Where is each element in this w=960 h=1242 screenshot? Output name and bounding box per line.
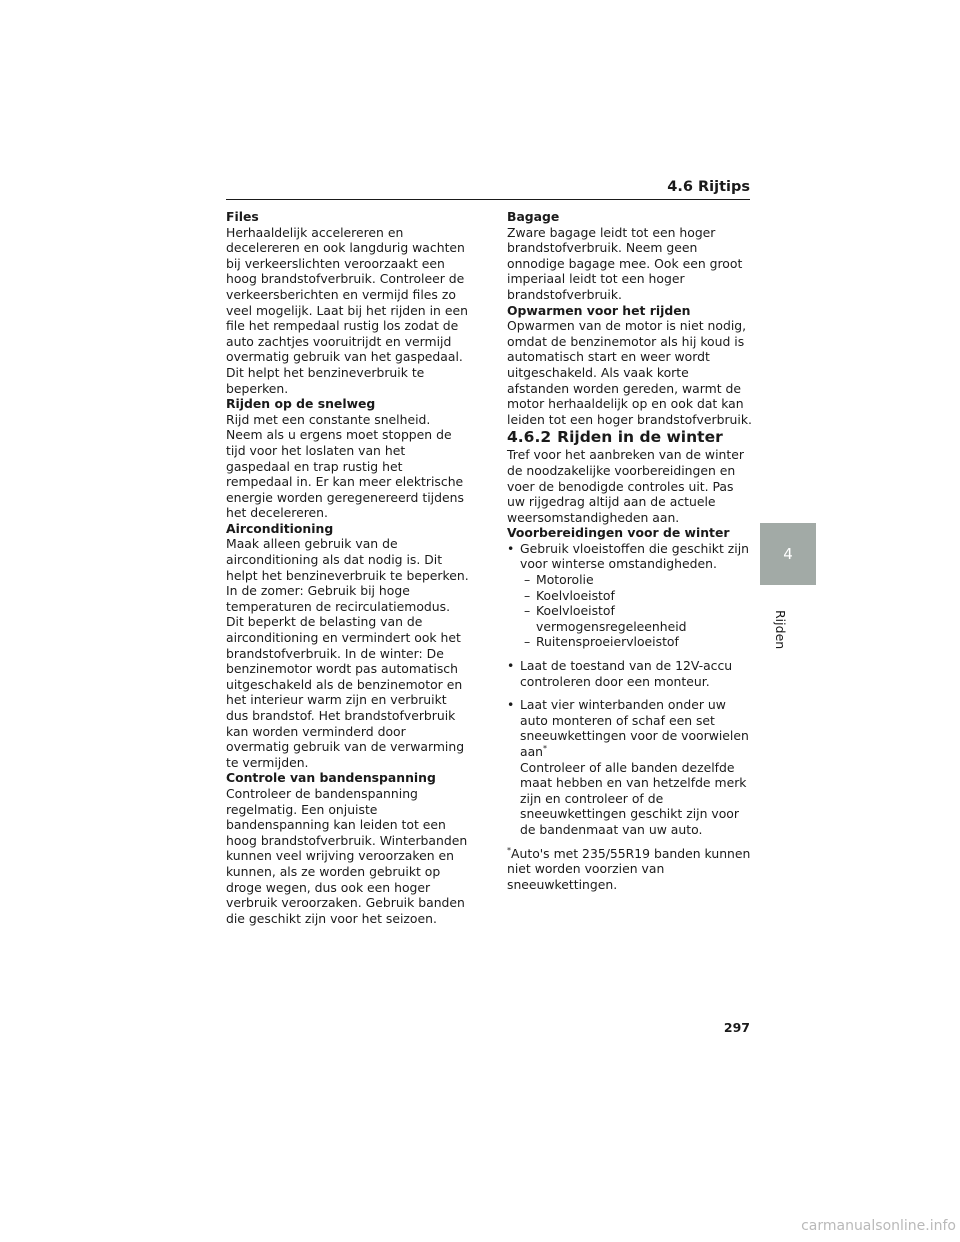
- footnote: [507, 846, 753, 893]
- winter-intro: Tref voor het aanbreken van de winter de noodzakelijke voorbereidingen en voer de benodigde controles uit. Pas uw rijgedrag altijd aan de actuele weersomstandigheden aan.: [507, 447, 744, 525]
- opwarmen-text: Opwarmen van de motor is niet nodig, omdat de benzinemotor als hij koud is automatisch start en weer wordt uitgeschakeld. Als vaak korte afstanden worden gereden, warmt de motor herhaaldelijk op en ook dat kan leiden tot een hoger brandstofverbruik.: [507, 318, 752, 427]
- chapter-label: Rijden: [773, 610, 788, 650]
- files-heading: Files: [226, 209, 259, 224]
- page-number: 297: [723, 1020, 750, 1035]
- left-column: [226, 209, 470, 926]
- snelweg-text: Rijd met een constante snelheid. Neem als u ergens moet stoppen de tijd voor het loslaten van het gaspedaal en trap rustig het rempedaal in. Er kan meer elektrische energie worden geregenereerd tijdens het decelereren.: [226, 411, 464, 521]
- opwarmen-heading: Opwarmen voor het rijden: [507, 302, 691, 318]
- bullet-text: Laat vier winterbanden onder uw auto monteren of schaf een set sneeuwkettingen voor de voorwielen aan: [520, 697, 749, 759]
- list-item: [507, 541, 753, 650]
- bullet-extra-text: Controleer of alle banden dezelfde maat hebben en van hetzelfde merk zijn en controleer of de sneeuwkettingen geschikt zijn voor de bandenmaat van uw auto.: [520, 759, 747, 837]
- list-item: – Motorolie: [524, 572, 753, 588]
- winter-bullet-list: [507, 541, 753, 838]
- watermark: carmanualsonline.info: [801, 1218, 956, 1234]
- bullet-text: Laat de toestand van de 12V-accu controleren door een monteur.: [520, 658, 733, 689]
- asterisk-marker: *: [543, 743, 548, 753]
- airco-text: Maak alleen gebruik van de airconditioning als dat nodig is. Dit helpt het benzineverbruik te beperken. In de zomer: Gebruik bij hoge temperaturen de recirculatiemodus. Dit beperkt de belasting van de airconditioning en vermindert ook het brandstofverbruik. In de winter: De benzinemotor wordt pas automatisch uitgeschakeld als de benzinemotor en het interieur warm zijn en verbruikt dus brandstof. Het brandstofverbruik kan worden verminderd door overmatig gebruik van de verwarming te vermijden.: [226, 536, 469, 770]
- header-rule: [226, 199, 750, 200]
- section-heading: [507, 427, 753, 447]
- right-column: [507, 209, 753, 892]
- bagage-heading: Bagage: [507, 209, 560, 224]
- footnote-marker: *: [507, 845, 511, 855]
- airco-heading: Airconditioning: [226, 520, 334, 536]
- list-item: – Koelvloeistof vermogensregeleenheid: [524, 603, 753, 634]
- list-item: – Koelvloeistof: [524, 588, 753, 604]
- section-number: 4.6.2: [507, 428, 552, 447]
- footnote-text: Auto's met 235/55R19 banden kunnen niet worden voorzien van sneeuwkettingen.: [507, 845, 751, 892]
- page-header-title: 4.6 Rijtips: [667, 179, 750, 195]
- list-item: [507, 697, 753, 837]
- snelweg-heading: Rijden op de snelweg: [226, 396, 376, 412]
- list-item: [507, 658, 753, 689]
- chapter-tab: [760, 523, 816, 585]
- voorbereiding-heading: Voorbereidingen voor de winter: [507, 525, 730, 541]
- section-title: Rijden in de winter: [557, 428, 723, 447]
- banden-text: Controleer de bandenspanning regelmatig. Een onjuiste bandenspanning kan leiden tot een hoog brandstofverbruik. Winterbanden kunnen veel wrijving veroorzaken en kunnen, als ze worden gebruikt op droge wegen, dus ook een hoger verbruik veroorzaken. Gebruik banden die geschikt zijn voor het seizoen.: [226, 785, 468, 926]
- chapter-number: 4: [783, 545, 793, 563]
- list-item: – Ruitensproeiervloeistof: [524, 634, 753, 650]
- bullet-text: Gebruik vloeistoffen die geschikt zijn voor winterse omstandigheden.: [520, 540, 749, 572]
- banden-heading: Controle van bandenspanning: [226, 770, 436, 786]
- bagage-text: Zware bagage leidt tot een hoger brandstofverbruik. Neem geen onnodige bagage mee. Ook een groot imperiaal leidt tot een hoger brandstofverbruik.: [507, 224, 743, 302]
- files-text: Herhaaldelijk accelereren en decelereren en ook langdurig wachten bij verkeerslichten veroorzaakt een hoog brandstofverbruik. Controleer de verkeersberichten en vermijd files zo veel mogelijk. Laat bij het rijden in een file het rempedaal rustig los zodat de auto zachtjes vooruitrijdt en vermijd overmatig gebruik van het gaspedaal. Dit helpt het benzineverbruik te beperken.: [226, 224, 468, 396]
- fluid-list: [520, 572, 753, 650]
